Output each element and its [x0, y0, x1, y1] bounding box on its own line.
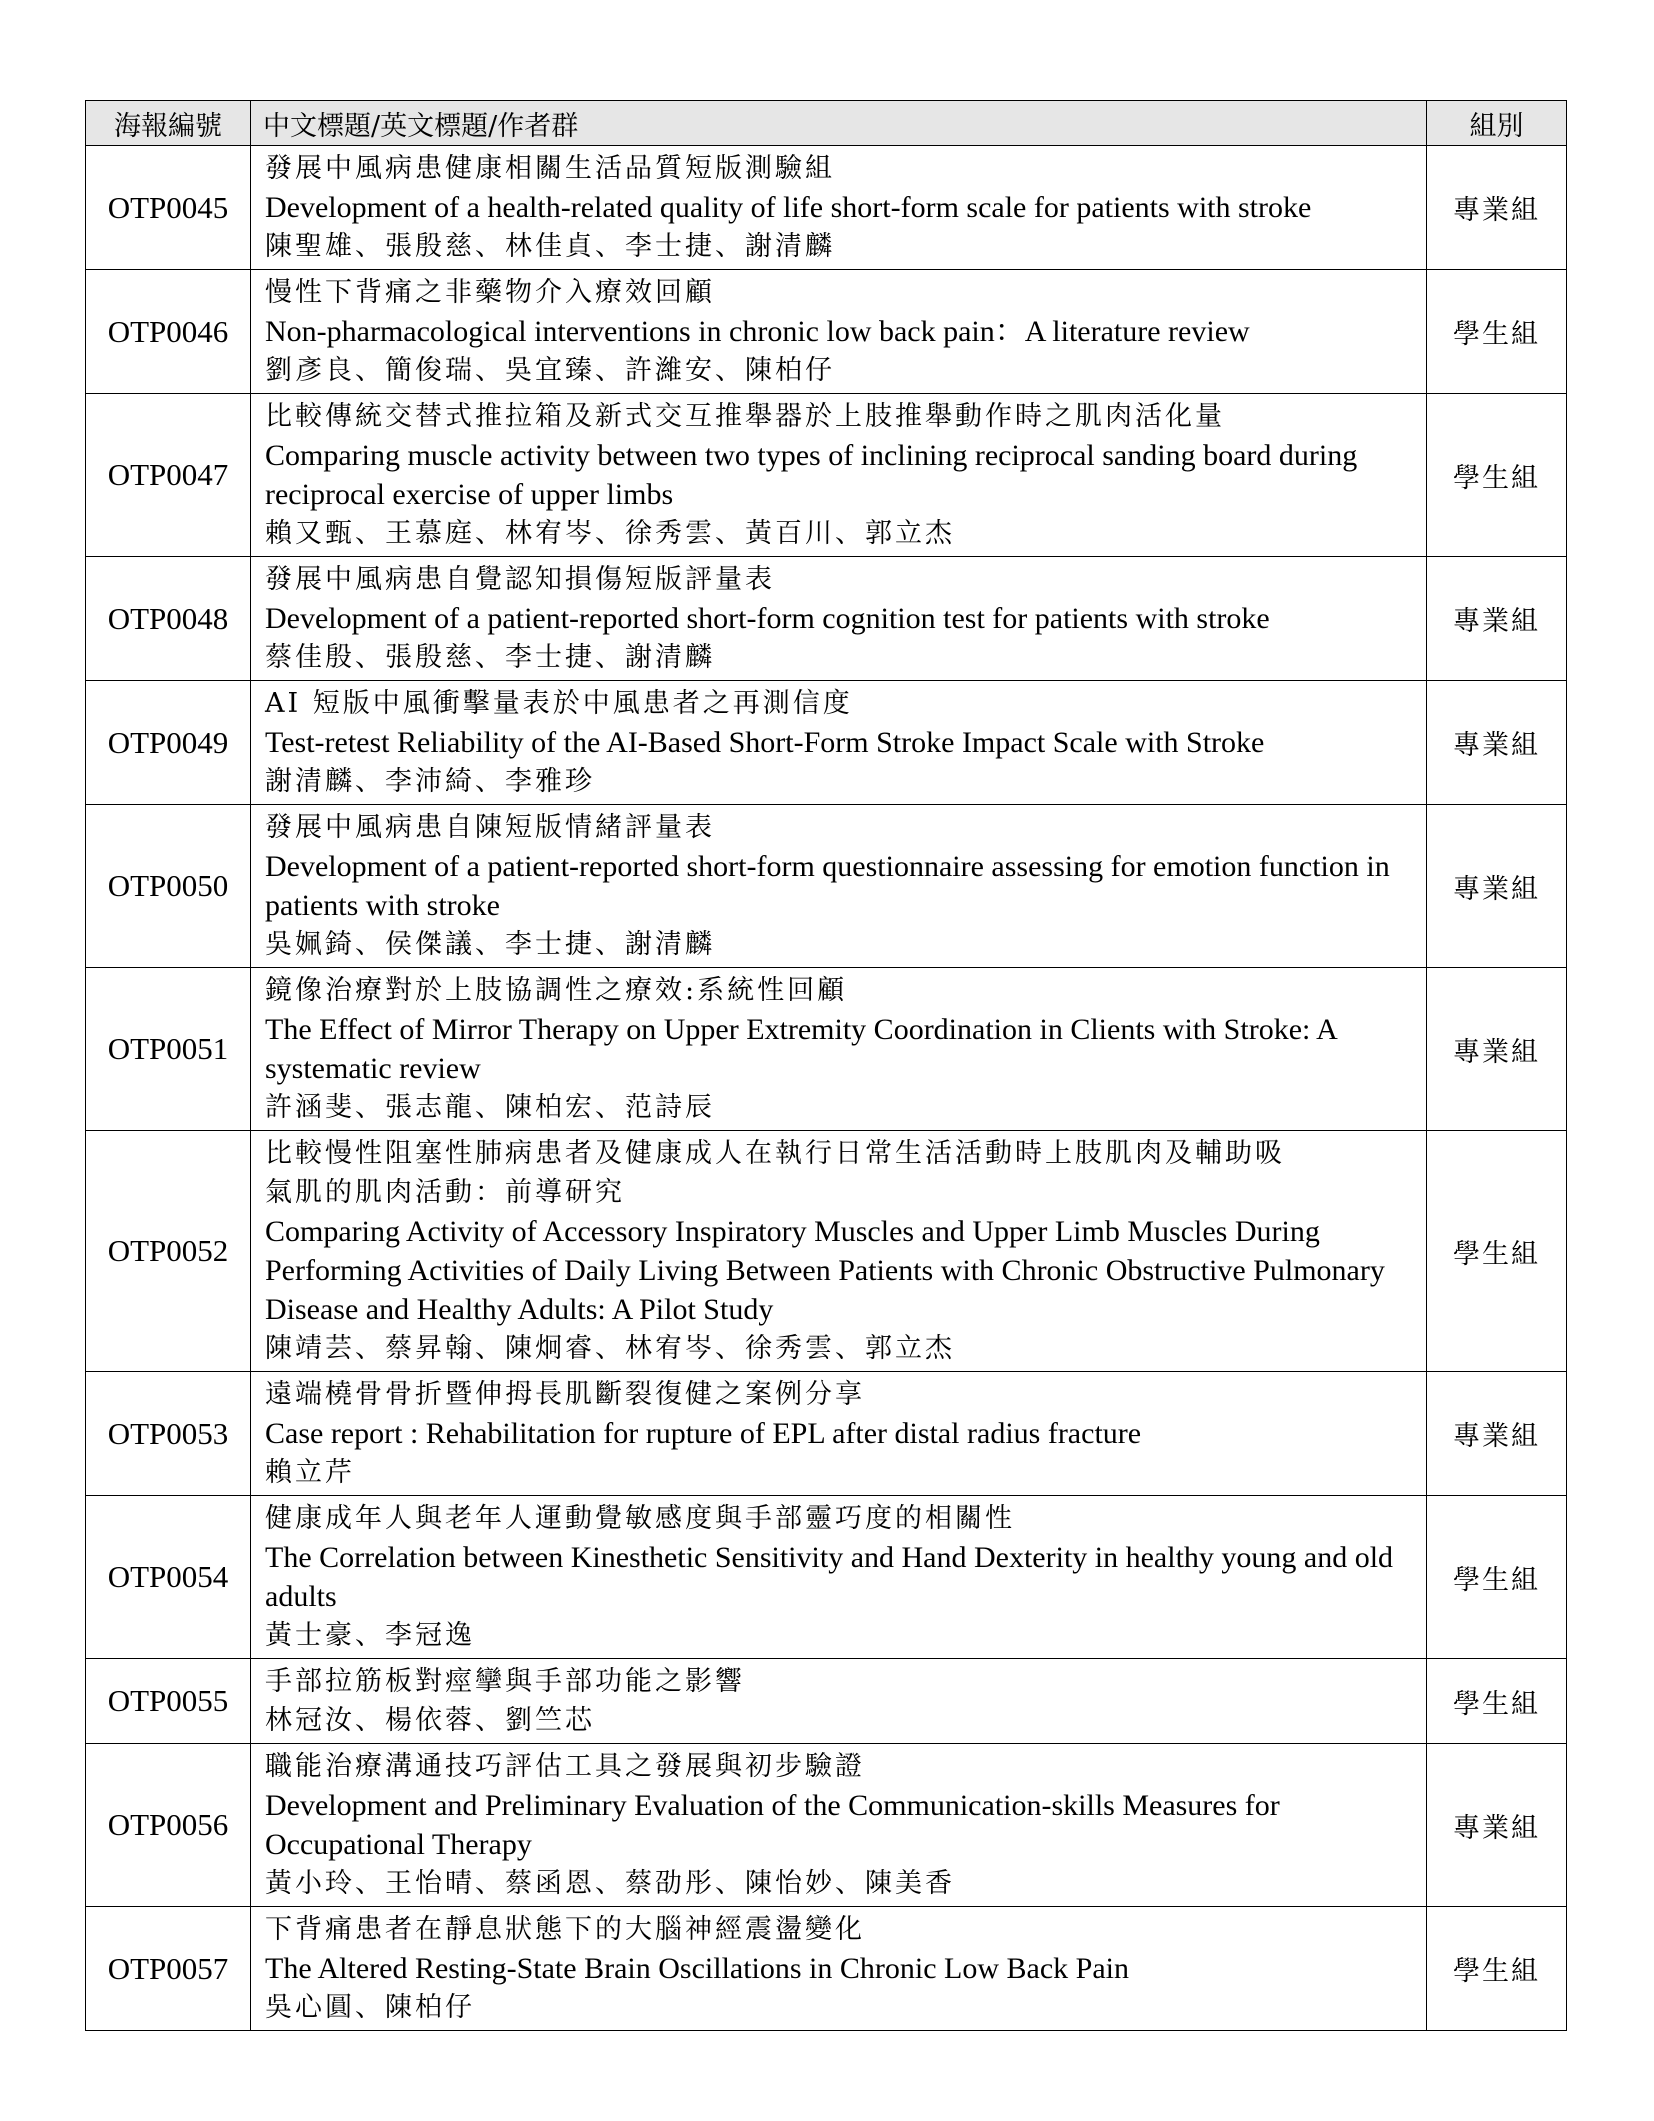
table-row	[86, 394, 1567, 557]
header-group: 組別	[1427, 101, 1567, 146]
poster-id-cell: OTP0045	[86, 146, 251, 270]
chinese-title: 慢性下背痛之非藥物介入療效回顧	[265, 277, 715, 308]
authors: 許涵斐、張志龍、陳柏宏、范詩辰	[265, 1092, 715, 1123]
title-cell	[251, 1907, 1427, 2031]
table-row	[86, 146, 1567, 270]
document-page	[85, 100, 1566, 2031]
table-row	[86, 557, 1567, 681]
authors: 黃士豪、李冠逸	[265, 1620, 475, 1651]
group-cell: 學生組	[1427, 1131, 1567, 1372]
poster-id-cell: OTP0052	[86, 1131, 251, 1372]
poster-id-cell: OTP0049	[86, 681, 251, 805]
table-header-row	[86, 101, 1567, 146]
title-cell	[251, 968, 1427, 1131]
chinese-title: 遠端橈骨骨折暨伸拇長肌斷裂復健之案例分享	[265, 1379, 865, 1410]
title-cell	[251, 805, 1427, 968]
poster-id-cell: OTP0055	[86, 1659, 251, 1744]
title-cell	[251, 1496, 1427, 1659]
poster-id-cell: OTP0054	[86, 1496, 251, 1659]
chinese-title: AI 短版中風衝擊量表於中風患者之再測信度	[265, 688, 853, 719]
chinese-title: 氣肌的肌肉活動：前導研究	[265, 1177, 625, 1208]
authors: 陳聖雄、張殷慈、林佳貞、李士捷、謝清麟	[265, 231, 835, 262]
english-title: The Altered Resting-State Brain Oscillations in Chronic Low Back Pain	[265, 1952, 1130, 1985]
group-cell: 學生組	[1427, 1659, 1567, 1744]
authors: 賴立芹	[265, 1457, 355, 1488]
poster-id-cell: OTP0053	[86, 1372, 251, 1496]
chinese-title: 健康成年人與老年人運動覺敏感度與手部靈巧度的相關性	[265, 1503, 1015, 1534]
english-title: Non-pharmacological interventions in chronic low back pain：A literature review	[265, 315, 1250, 348]
group-cell: 專業組	[1427, 557, 1567, 681]
chinese-title: 鏡像治療對於上肢協調性之療效:系統性回顧	[265, 975, 848, 1006]
title-cell	[251, 146, 1427, 270]
poster-id-cell: OTP0050	[86, 805, 251, 968]
poster-id-cell: OTP0051	[86, 968, 251, 1131]
title-cell	[251, 557, 1427, 681]
title-cell	[251, 1372, 1427, 1496]
table-row	[86, 1131, 1567, 1372]
poster-id-cell: OTP0056	[86, 1744, 251, 1907]
authors: 吳心圓、陳柏仔	[265, 1992, 475, 2023]
group-cell: 專業組	[1427, 1372, 1567, 1496]
group-cell: 學生組	[1427, 1907, 1567, 2031]
table-row	[86, 805, 1567, 968]
header-title: 中文標題/英文標題/作者群	[251, 101, 1427, 146]
english-title: Development of a patient-reported short-form cognition test for patients with stroke	[265, 602, 1270, 635]
title-cell	[251, 681, 1427, 805]
table-row	[86, 1372, 1567, 1496]
table-row	[86, 968, 1567, 1131]
english-title: Test-retest Reliability of the AI-Based Short-Form Stroke Impact Scale with Stroke	[265, 726, 1265, 759]
title-cell	[251, 270, 1427, 394]
header-poster-id: 海報編號	[86, 101, 251, 146]
group-cell: 學生組	[1427, 394, 1567, 557]
chinese-title: 比較慢性阻塞性肺病患者及健康成人在執行日常生活活動時上肢肌肉及輔助吸	[265, 1138, 1285, 1169]
group-cell: 專業組	[1427, 1744, 1567, 1907]
english-title: The Effect of Mirror Therapy on Upper Extremity Coordination in Clients with Stroke: A systematic review	[265, 1013, 1337, 1085]
english-title: Development of a patient-reported short-form questionnaire assessing for emotion function in patients with stroke	[265, 850, 1390, 922]
chinese-title: 發展中風病患健康相關生活品質短版測驗組	[265, 153, 835, 184]
table-row	[86, 1659, 1567, 1744]
english-title: Case report : Rehabilitation for rupture of EPL after distal radius fracture	[265, 1417, 1142, 1450]
chinese-title: 發展中風病患自陳短版情緒評量表	[265, 812, 715, 843]
title-cell	[251, 1744, 1427, 1907]
table-row	[86, 681, 1567, 805]
poster-id-cell: OTP0047	[86, 394, 251, 557]
chinese-title: 職能治療溝通技巧評估工具之發展與初步驗證	[265, 1751, 865, 1782]
group-cell: 專業組	[1427, 146, 1567, 270]
poster-id-cell: OTP0048	[86, 557, 251, 681]
english-title: The Correlation between Kinesthetic Sensitivity and Hand Dexterity in healthy young and old adults	[265, 1541, 1394, 1613]
authors: 劉彥良、簡俊瑞、吳宜臻、許濰安、陳柏仔	[265, 355, 835, 386]
authors: 謝清麟、李沛綺、李雅珍	[265, 766, 595, 797]
authors: 陳靖芸、蔡昇翰、陳炯睿、林宥岑、徐秀雲、郭立杰	[265, 1333, 955, 1364]
title-cell	[251, 1131, 1427, 1372]
group-cell: 學生組	[1427, 270, 1567, 394]
chinese-title: 手部拉筋板對痙攣與手部功能之影響	[265, 1666, 745, 1697]
poster-id-cell: OTP0057	[86, 1907, 251, 2031]
authors: 林冠汝、楊依蓉、劉竺芯	[265, 1705, 595, 1736]
title-cell	[251, 394, 1427, 557]
english-title: Comparing muscle activity between two types of inclining reciprocal sanding board during reciprocal exercise of upper limbs	[265, 439, 1358, 511]
english-title: Development and Preliminary Evaluation of the Communication-skills Measures for Occupational Therapy	[265, 1789, 1280, 1861]
table-row	[86, 1907, 1567, 2031]
table-row	[86, 1744, 1567, 1907]
poster-id-cell: OTP0046	[86, 270, 251, 394]
group-cell: 學生組	[1427, 1496, 1567, 1659]
authors: 吳姵錡、侯傑議、李士捷、謝清麟	[265, 929, 715, 960]
table-row	[86, 270, 1567, 394]
authors: 蔡佳殷、張殷慈、李士捷、謝清麟	[265, 642, 715, 673]
poster-table	[85, 100, 1567, 2031]
authors: 賴又甄、王慕庭、林宥岑、徐秀雲、黃百川、郭立杰	[265, 518, 955, 549]
english-title: Comparing Activity of Accessory Inspiratory Muscles and Upper Limb Muscles During Performing Activities of Daily Living Between Patients with Chronic Obstructive Pulmonary Disease and Healthy Adults: A Pilot Study	[265, 1215, 1385, 1326]
english-title: Development of a health-related quality of life short-form scale for patients with stroke	[265, 191, 1312, 224]
authors: 黃小玲、王怡晴、蔡函恩、蔡劭彤、陳怡妙、陳美香	[265, 1868, 955, 1899]
chinese-title: 下背痛患者在靜息狀態下的大腦神經震盪變化	[265, 1914, 865, 1945]
group-cell: 專業組	[1427, 968, 1567, 1131]
group-cell: 專業組	[1427, 681, 1567, 805]
table-row	[86, 1496, 1567, 1659]
title-cell	[251, 1659, 1427, 1744]
group-cell: 專業組	[1427, 805, 1567, 968]
chinese-title: 比較傳統交替式推拉箱及新式交互推舉器於上肢推舉動作時之肌肉活化量	[265, 401, 1225, 432]
chinese-title: 發展中風病患自覺認知損傷短版評量表	[265, 564, 775, 595]
